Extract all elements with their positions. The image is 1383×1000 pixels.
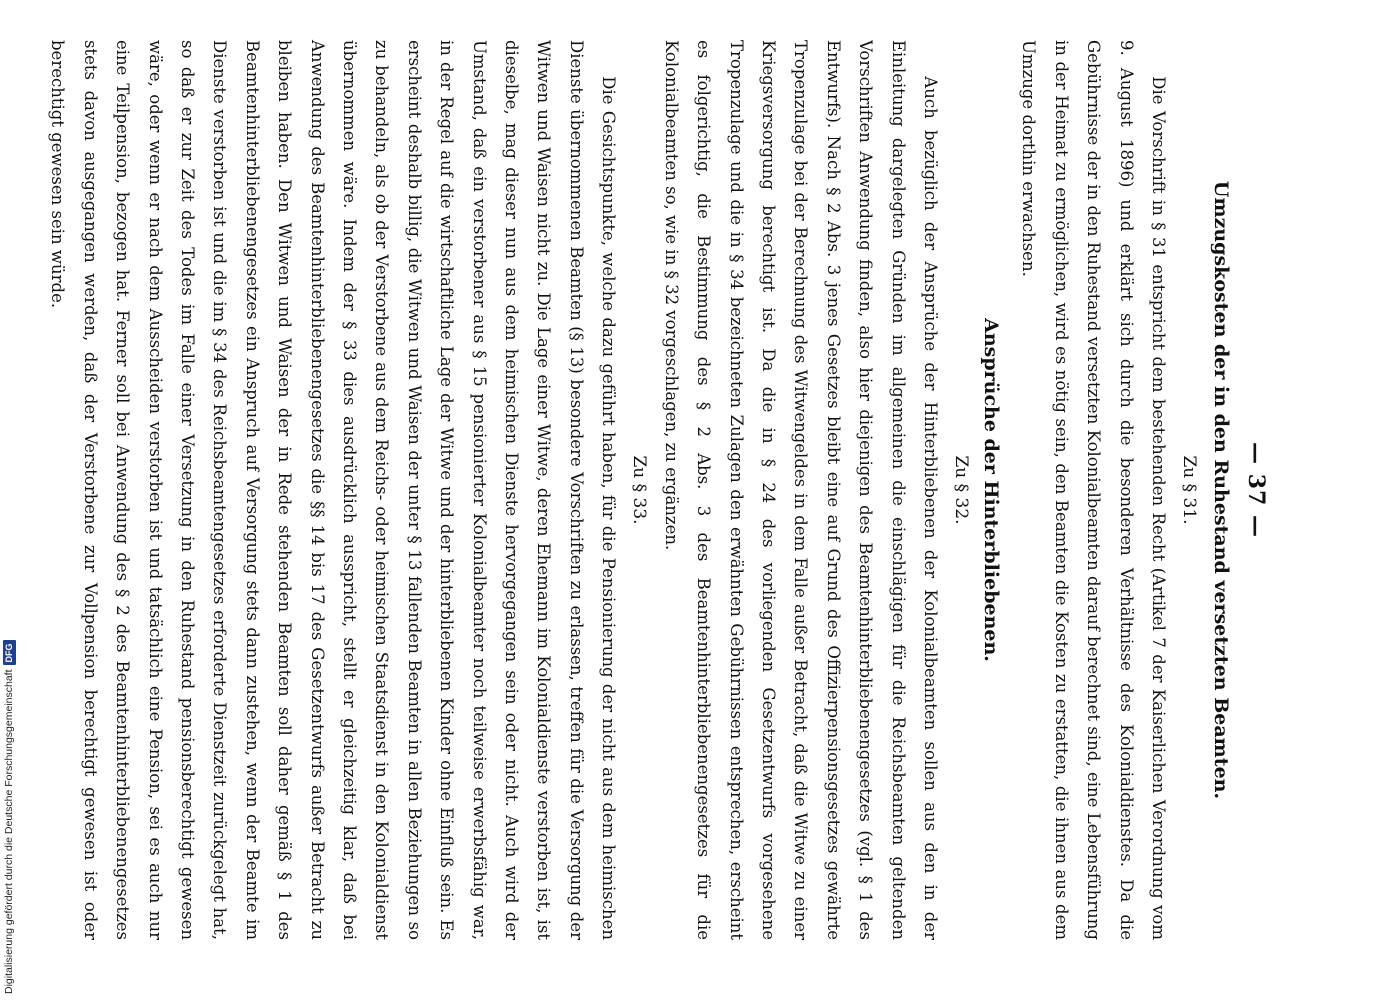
page-title: Umzugskosten der in den Ruhestand versetzten Beamten. — [1210, 180, 1232, 800]
paragraph: Die Vorschrift in § 31 entspricht dem bestehenden Recht (Artikel 7 der Kaiserlichen Verordnung vom 9. August 1896) und erklärt sich durch die besonderen Verhältnisse des Kolonialdienstes. Da die Gebührnisse der in den Ruhestand versetzten Kolonialbeamten darauf berechnet sind, eine Lebensführung in der Heimat zu ermöglichen, wird es nötig sein, den Beamten die Kosten zu erstatten, die ihnen aus dem Umzuge dorthin erwachsen. — [1019, 40, 1168, 940]
digitization-credit — [2, 604, 16, 994]
section-heading: Ansprüche der Hinterbliebenen. — [979, 318, 1002, 662]
page-content — [48, 40, 1270, 940]
credit-text: Digitalisierung gefördert durch die Deutsche Forschungsgemeinschaft — [3, 669, 15, 994]
section-32 — [654, 40, 1006, 940]
paragraph: Auch bezüglich der Ansprüche der Hinterbliebenen der Kolonialbeamten sollen aus den in der Einleitung dargelegten Gründen im allgemeinen die einschlägigen für die Reichsbeamten geltenden Vorschriften Anwendung finden, also hier diejenigen des Beamtenhinterbliebenengesetzes (vgl. § 1 des Entwurfs). Nach § 2 Abs. 3 jenes Gesetzes bleibt eine auf Grund des Offizierpensionsgesetzes gewährte Tropenzulage bei der Berechnung des Witwengeldes in dem Falle außer Betracht, daß die Witwe zu einer Kriegsversorgung berechtigt ist. Da die in § 24 des vorliegenden Gesetzentwurfs vorgesehene Tropenzulage und die in § 34 bezeichneten Zulagen den erwähnten Gebührnissen entsprechen, erscheint es folgerichtig, die Bestimmung des § 2 Abs. 3 des Beamtenhinterbliebenengesetzes für die Kolonialbeamten so, wie in § 32 vorgeschlagen, zu ergänzen. — [661, 40, 940, 940]
section-31 — [1012, 40, 1204, 940]
dfg-logo-icon: DFG — [3, 640, 16, 665]
section-label: Zu § 31. — [1179, 455, 1199, 525]
section-33 — [41, 40, 654, 940]
section-label: Zu § 32. — [950, 455, 971, 525]
page-number: — 37 — — [1243, 442, 1269, 538]
paragraph: Die Gesichtspunkte, welche dazu geführt haben, für die Pensionierung der nicht aus dem heimischen Dienste übernommenen Beamten (§ 13) besondere Vorschriften zu erlassen, treffen für die Versorgung der Witwen und Waisen nicht zu. Die Lage einer Witwe, deren Ehemann im Kolonialdienste verstorben ist, ist dieselbe, mag dieser nun aus dem heimischen Dienste hervorgegangen sein oder nicht. Auch wird der Umstand, daß ein verstorbener aus § 15 pensionierter Kolonialbeamter noch teilweise erwerbsfähig war, in der Regel auf die wirtschaftliche Lage der Witwe und der hinterbliebenen Kinder ohne Einfluß sein. Es erscheint deshalb billig, die Witwen und Waisen der unter § 13 fallenden Beamten in allen Beziehungen so zu behandeln, als ob der Verstorbene aus dem Reichs- oder heimischen Staatsdienst in den Kolonialdienst übernommen wäre. Indem der § 33 dies ausdrücklich ausspricht, stellt er gleichzeitig klar, daß bei Anwendung des Beamtenhinterbliebenengesetzes die §§ 14 bis 17 des Gesetzentwurfs außer Betracht zu bleiben haben. Den Witwen und Waisen der in Rede stehenden Beamten soll daher gemäß § 1 des Beamtenhinterbliebenengesetzes ein Anspruch auf Versorgung stets dann zustehen, wenn der Beamte im Dienste verstorben ist und die im § 34 des Reichsbeamtengesetzes erforderte Dienstzeit zurückgelegt hat, so daß er zur Zeit des Todes im Falle einer Versetzung in den Ruhestand pensionsberechtigt gewesen wäre, oder wenn er nach dem Ausscheiden verstorben ist und tatsächlich eine Pension, sei es auch nur eine Teilpension, bezogen hat. Ferner soll bei Anwendung des § 2 des Beamtenhinterbliebenengesetzes stets davon ausgegangen werden, daß der Verstorbene zur Vollpension berechtigt gewesen ist oder berechtigt gewesen sein würde. — [48, 40, 619, 940]
section-label: Zu § 33. — [629, 455, 650, 525]
